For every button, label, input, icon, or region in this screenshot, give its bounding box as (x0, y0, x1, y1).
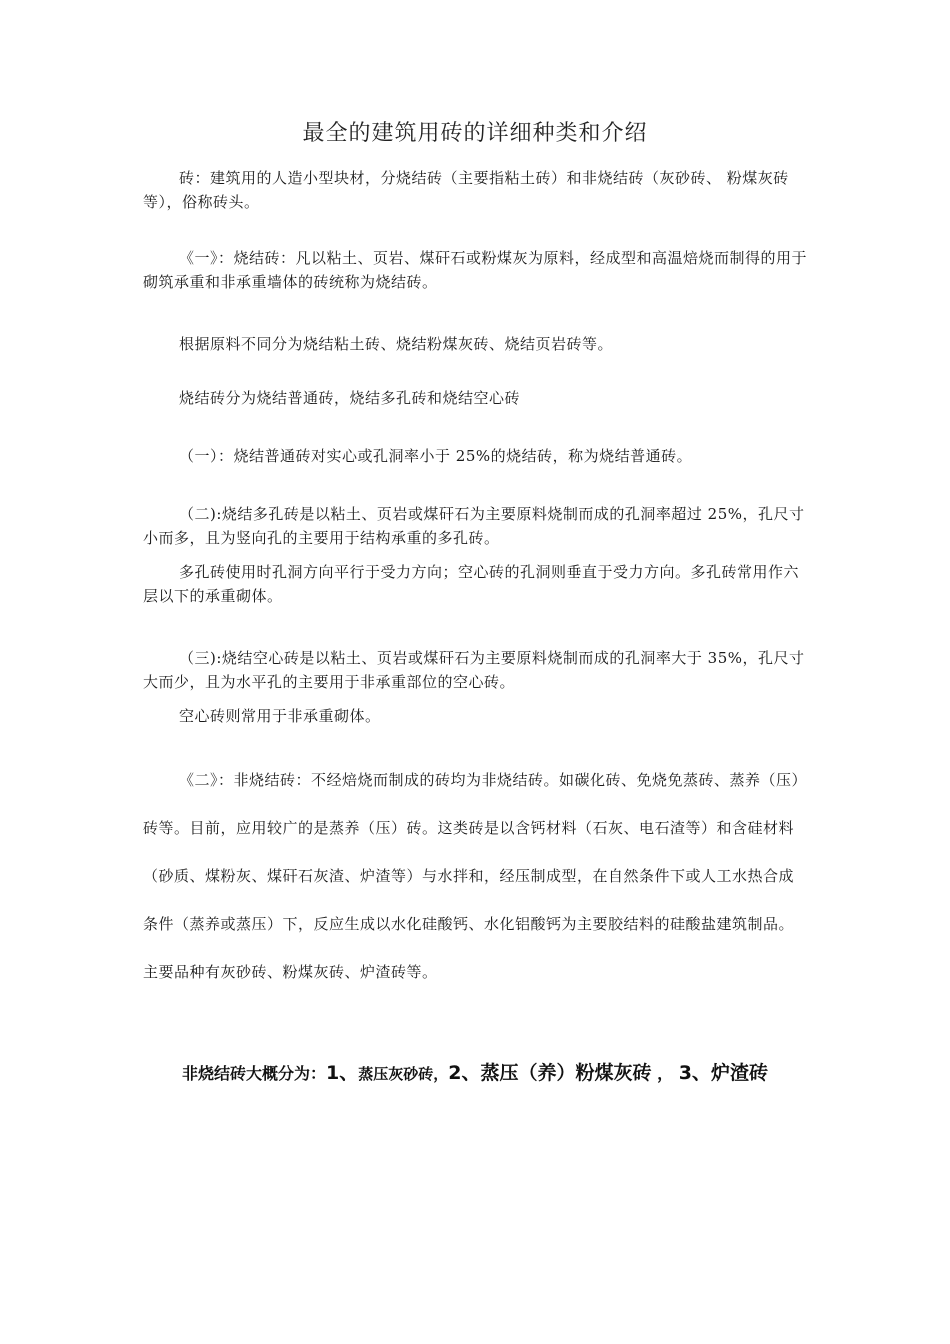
summary-item-3: 炉渣砖 (710, 1062, 768, 1084)
nonfired-body: 如碳化砖、免烧免蒸砖、蒸养（压）砖等。目前，应用较广的是蒸养（压）砖。这类砖是以含钙材料（石灰、电石渣等）和含硅材料（砂质、煤粉灰、煤矸石灰渣、炉渣等）与水拌和，经压制成型，在自然条件下或人工水热合成条件（蒸养或蒸压）下，反应生成以水化硅酸钙、水化铝酸钙为主要胶结料的硅酸盐建筑制品。主要品种有灰砂砖、粉煤灰砖、炉渣砖等。 (143, 771, 808, 981)
document-title: 最全的建筑用砖的详细种类和介绍 (302, 121, 648, 146)
summary-number-1: 1、 (326, 1062, 359, 1084)
paragraph-by-material: 根据原料不同分为烧结粘土砖、烧结粉煤灰砖、烧结页岩砖等。 (179, 335, 614, 353)
paragraph-fired-definition: 《一》：烧结砖：凡以粘土、页岩、煤矸石或粉煤灰为原料，经成型和高温焙烧而制得的用于砌筑承重和非承重墙体的砖统称为烧结砖。 (143, 249, 808, 291)
paragraph-intro: 砖：建筑用的人造小型块材，分烧结砖（主要指粘土砖）和非烧结砖（灰砂砖、 粉煤灰砖等），俗称砖头。 (143, 169, 789, 211)
nonfired-lead: 《二》：非烧结砖：不经焙烧而制成的砖均为非烧结砖。 (179, 771, 560, 789)
summary-number-3: 3、 (678, 1062, 711, 1084)
paragraph-porous-brick: （二):烧结多孔砖是以粘土、页岩或煤矸石为主要原料烧制而成的孔洞率超过 25%，孔尺寸小而多，且为竖向孔的主要用于结构承重的多孔砖。 (143, 505, 805, 547)
summary-item-2: 蒸压（养）粉煤灰砖 (480, 1062, 652, 1084)
summary-number-2: 2、 (448, 1062, 481, 1084)
paragraph-porous-note: 多孔砖使用时孔洞方向平行于受力方向；空心砖的孔洞则垂直于受力方向。多孔砖常用作六层以下的承重砌体。 (143, 563, 800, 605)
paragraph-fired-types: 烧结砖分为烧结普通砖，烧结多孔砖和烧结空心砖 (179, 389, 521, 407)
paragraph-common-brick: （一）：烧结普通砖对实心或孔洞率小于 25%的烧结砖，称为烧结普通砖。 (179, 447, 693, 465)
nonfired-summary (0, 1058, 950, 1085)
paragraph-hollow-brick: （三):烧结空心砖是以粘土、页岩或煤矸石为主要原料烧制而成的孔洞率大于 35%，孔尺寸大而少，且为水平孔的主要用于非承重部位的空心砖。 (143, 649, 805, 691)
summary-item-1: 蒸压灰砂砖， (358, 1065, 449, 1083)
summary-lead: 非烧结砖大概分为： (182, 1064, 327, 1083)
summary-separator: ， (651, 1064, 674, 1083)
paragraph-hollow-note: 空心砖则常用于非承重砌体。 (179, 707, 381, 725)
paragraph-nonfired (143, 756, 809, 996)
